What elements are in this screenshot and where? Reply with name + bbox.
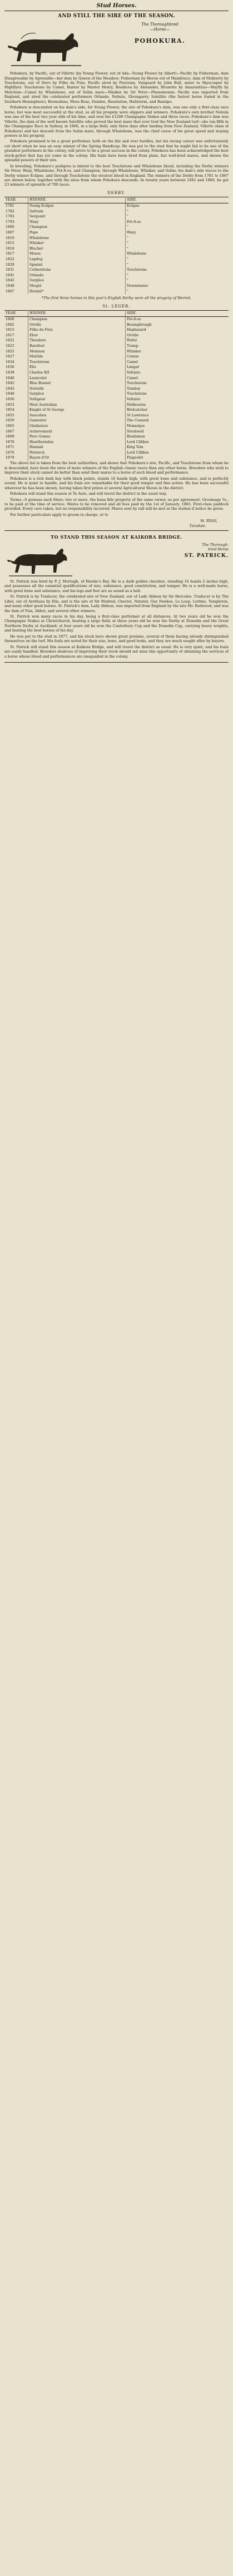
cell-winner: Blue Bonnet	[28, 381, 126, 386]
advert-paragraph: Pohokura will stand this season at Te Aute, and will travel the district in the usual way.	[10, 491, 167, 496]
intro-line-1: The Thoroughbred	[141, 22, 179, 27]
advert-intro	[80, 543, 229, 579]
table-row	[4, 450, 229, 456]
horse-illustration	[4, 22, 88, 71]
col-year: YEAR.	[4, 311, 28, 317]
cell-year: 1840	[4, 376, 28, 381]
cell-year: 1834	[4, 360, 28, 365]
table-row	[4, 434, 229, 440]
advert-signature: M. RYAN,	[200, 519, 217, 524]
cell-sire: King Tom	[127, 445, 143, 450]
table-row	[4, 376, 229, 381]
cell-winner: Moses	[28, 252, 126, 257]
horse-name: POHOKURA.	[134, 37, 186, 44]
advert-terms: Terms—6 guineas each Mare; two or more, the bona fide property of the same owner, as per agreement. Groomage 5s., to be paid at the time of service. Mares to be removed and all fees paid by the 1st of January, 1883. First-class paddock provided. Every care taken, but no responsibility incurred. Mares sent by rail will be met at the station if notice be given.	[4, 497, 229, 511]
cell-winner: Saucebox	[28, 413, 126, 419]
cell-winner: Nutwith	[28, 386, 126, 392]
table-row	[4, 289, 229, 295]
cell-year: 1876	[4, 450, 28, 456]
cell-winner: Matilda	[28, 354, 126, 360]
cell-winner: Cotherstone	[28, 267, 126, 273]
cell-sire: "	[127, 209, 128, 213]
cell-year: 1815	[4, 328, 28, 334]
advert-paragraph: Pohokura, by Pacific, out of Villette (by Young Flower, out of Ada—Young Flower by Albert)—Pacific by Fisherman, dam Disagreeable by Agreeable—her dam by Queen of the Meadow; Fisherman by Heron out of Mainbrace, dam of Mulberry by Touchstone, out of Dove by Filho da Puta. Pacific sired by Peruvian, Vanguard by John Bull, sister to Skyscraper by Highflyer. Touchstone by Camel, Banter by Master Henry, Boadicea by Alexander, Brunette by Amaranthus—Mayfly by Matchem—Camel by Whalebone, out of Selim mare—Maiden by Sir Peter—Phenomenon. Pacific was imported from England, and sired the celebrated performers Orlando, Nebula, Gleongarry, Satellite (the fastest horse foaled in the Southern Hemisphere), Boomshine, Moss Rose, Dundee, Resolution, Hailstorm, and Banzipo.	[4, 71, 229, 104]
table-header-row	[4, 311, 229, 317]
cell-winner: Memnon	[28, 349, 126, 355]
table-row	[4, 246, 229, 252]
cell-year: 1825	[4, 349, 28, 355]
table-row	[4, 354, 229, 360]
advert-paragraph: St. Patrick will stand this season at Kaikora Bridge, and will travel the district as usual. He is very quiet, and his foals are easily handled. Breeders desirous of improving their stock should not miss this opportunity of obtaining the services of a horse whose blood and performances are unequalled in the colony.	[4, 644, 229, 659]
table-row	[4, 284, 229, 289]
table-row	[4, 413, 229, 419]
table-row	[4, 273, 229, 279]
intro-line-2: —Horse—	[150, 27, 170, 32]
cell-year: 1870	[4, 440, 28, 445]
leger-table	[4, 310, 229, 461]
table-row	[4, 397, 229, 402]
table-row	[4, 424, 229, 429]
table-row	[4, 225, 229, 231]
cell-year: 1823	[4, 344, 28, 349]
cell-sire: Tramp	[127, 344, 138, 348]
cell-sire: Beadsman	[127, 435, 145, 439]
col-winner: WINNER.	[28, 311, 126, 317]
cell-winner: Hermit*	[28, 289, 126, 295]
col-sire: SIRE.	[126, 197, 229, 203]
cell-sire: Stockwell	[127, 429, 144, 434]
table-row	[4, 392, 229, 397]
cell-year: 1829	[4, 262, 28, 268]
advert-paragraph: St. Patrick won many races in his day, being a first-class performer at all distances. At two years old he won the Champagne Stakes at Christchurch, beating a large field; at three years old he won the Derby at Dunedin and the Great Northern Derby at Auckland; at four years old he won the Canterbury Cup and the Dunedin Cup, carrying heavy weights, and beating the best horses of his day.	[4, 614, 229, 633]
cell-winner: Rayon d'Or	[28, 456, 126, 461]
cell-sire: Lord Clifden	[127, 450, 149, 455]
table-row	[4, 429, 229, 435]
table-row	[4, 370, 229, 376]
table-row	[4, 349, 229, 355]
cell-winner: Orville	[28, 322, 126, 328]
table-row	[4, 267, 229, 273]
cell-year: 1842	[4, 381, 28, 386]
cell-sire: Orville	[127, 333, 139, 337]
derby-title: DERBY.	[107, 190, 126, 195]
table-row	[4, 333, 229, 339]
table-row	[4, 209, 229, 215]
advert-paragraph: In breeding, Pohokura's pedigree is inbred to the best Touchstone and Whalebone blood, including the Derby winners Sir Peter, Waxy, Whalebone, Pot-8-os, and Champion, through Whalebone, Whisker, and Selim; his dam's side traces to the Derby winner Eclipse, and through Touchstone the stoutest blood in England. The winners of the Derby from 1781 to 1867 are shown below, together with the sires from whom Pohokura descends. In twenty years between 1841 and 1860, he got 23 winners of upwards of 700 races.	[4, 163, 229, 187]
cell-sire: Woful	[127, 339, 137, 343]
cell-sire: Voltaire	[127, 370, 141, 375]
table-row	[4, 279, 229, 284]
cell-sire: Waxy	[127, 231, 136, 235]
cell-year: 1841	[4, 273, 28, 279]
table-row	[4, 262, 229, 268]
cell-winner: Young Eclipse	[28, 203, 126, 209]
table-row	[4, 365, 229, 371]
cell-winner: Ebor	[28, 333, 126, 339]
cell-year: 1836	[4, 365, 28, 371]
cell-sire: "	[127, 289, 128, 294]
cell-winner: West Australian	[28, 402, 126, 408]
cell-sire: Camel	[127, 376, 138, 380]
table-row	[4, 236, 229, 241]
table-row	[4, 440, 229, 445]
cell-sire: "	[127, 246, 128, 251]
cell-winner: Launcelot	[28, 376, 126, 381]
cell-sire: Pot-8-os	[127, 317, 141, 322]
table-row	[4, 445, 229, 451]
cell-sire: "	[127, 279, 128, 283]
cell-sire: Touchstone	[127, 381, 147, 386]
intro-line-2: bred Horse	[208, 547, 229, 552]
advert-headline: TO STAND THIS SEASON AT KAIKORA BRIDGE.	[51, 534, 182, 540]
advert-further: For further particulars apply to groom in charge, or to	[10, 512, 108, 517]
cell-winner: Hawthornden	[28, 440, 126, 445]
cell-sire: Birdcatcher	[127, 408, 148, 412]
cell-sire: Beningbrough	[127, 322, 152, 327]
leger-title: St. LEGER.	[102, 304, 131, 309]
cell-sire: Voltaire	[127, 397, 141, 401]
cell-winner: Filho da Puta	[28, 328, 126, 334]
cell-sire: Camel	[127, 360, 138, 364]
cell-winner: Champion	[28, 225, 126, 231]
advert-hero	[4, 22, 229, 71]
cell-winner: Elis	[28, 365, 126, 371]
cell-winner: Surplice	[28, 392, 126, 397]
cell-sire: Pot-8-os	[127, 220, 141, 224]
cell-year: 1850	[4, 397, 28, 402]
table-row	[4, 215, 229, 220]
cell-winner: Lapdog	[28, 257, 126, 262]
table-row	[4, 381, 229, 386]
table-row	[4, 456, 229, 461]
advert-paragraph: He was put to the stud in 1877, and his stock have shown great promise, several of them having already distinguished themselves on the turf. His foals are noted for their size, bone, and good looks, and they are much sought after by buyers.	[4, 634, 229, 644]
cell-year: 1859	[4, 419, 28, 424]
cell-year: 1807	[4, 230, 28, 236]
table-row	[4, 241, 229, 247]
cell-winner: Knight of St George	[28, 407, 126, 413]
cell-winner: Spaniel	[28, 262, 126, 268]
table-row	[4, 252, 229, 257]
col-sire: SIRE.	[126, 311, 229, 317]
cell-winner: Sergeant	[28, 215, 126, 220]
cell-sire: Touchstone	[127, 268, 147, 272]
cell-year: 1867	[4, 429, 28, 435]
cell-year: 1871	[4, 445, 28, 451]
cell-year: 1815	[4, 241, 28, 247]
cell-winner: Charles XII	[28, 370, 126, 376]
cell-year: 1800	[4, 317, 28, 322]
cell-sire: "	[127, 241, 128, 246]
advert-signature-place: Taradale.	[189, 523, 206, 528]
cell-year: 1800	[4, 225, 28, 231]
advert-headline: AND STILL THE SIRE OF THE SEASON.	[58, 13, 175, 19]
table-row	[4, 344, 229, 349]
cell-winner: Pope	[28, 230, 126, 236]
cell-year: 1810	[4, 236, 28, 241]
cell-sire: Whalebone	[127, 252, 147, 256]
advert-paragraph: St. Patrick is by Traducer, the celebrated sire of New Zealand, out of Lady Abbess by Sir Hercules. Traducer is by The Libel, out of Arethusa by Elis, and is the sire of Sir Modred, Cheviot, Natator, Guy Fawkes, Le Loup, Lurline, Templeton, and many other good horses. St. Patrick's dam, Lady Abbess, was imported from England by the late Mr. Redwood, and was the dam of Nun, Abbot, and several other winners.	[4, 594, 229, 613]
advert-intro	[91, 22, 229, 45]
table-header-row	[4, 197, 229, 203]
cell-year: 1853	[4, 402, 28, 408]
cell-winner: Barefoot	[28, 344, 126, 349]
cell-sire: Whisker	[127, 349, 141, 354]
cell-year: 1848	[4, 392, 28, 397]
cell-year: 1848	[4, 284, 28, 289]
table-row	[4, 407, 229, 413]
cell-year: 1867	[4, 289, 28, 295]
table-row	[4, 339, 229, 344]
cell-winner: Gamester	[28, 419, 126, 424]
table-row	[4, 386, 229, 392]
table-row	[4, 230, 229, 236]
cell-year: 1865	[4, 424, 28, 429]
cell-winner: Petrarch	[28, 450, 126, 456]
advert-paragraph: Pohokura is descended on his dam's side, for Young Flower, the sire of Pohokura's dam, was one only a first-class race horse, but was most successful at the stud, as all his progeny were slippers and winners. Pohokura's own brother Nebula was one of the best two year olds of his time, and won the £1200 Champagne Stakes and three races. Pohokura's dam was Villette, the dam of the well known Satellite who proved the best mare that ever trod the New Zealand turf—she ran fifth in the Champagne Race in Sydney, in 1860, in a large field, only three days after landing from New Zealand, Villette (dam of Pohokura) and her descent from the Selim mare, through Whalebone, was the chief cause of his great speed and staying powers in his progeny.	[4, 105, 229, 138]
divider	[4, 662, 229, 663]
cell-year: 1843	[4, 386, 28, 392]
horse-illustration	[4, 543, 77, 579]
table-row	[4, 360, 229, 365]
table-row	[4, 220, 229, 225]
leger-rows	[4, 317, 229, 461]
cell-sire: Langar	[127, 365, 140, 370]
cell-year: 1839	[4, 370, 28, 376]
advert-st-patrick	[4, 534, 229, 659]
cell-sire: "	[127, 225, 128, 230]
cell-year: 1822	[4, 257, 28, 262]
intro-line-1: The Thorough-	[202, 542, 229, 547]
advert-paragraph: Pohokura is a rich dark bay with black points, stands 16 hands high, with great bone and substance, and is perfectly sound. He is quiet to handle, and his foals are remarkable for their good temper and fine action. He has been successful wherever he has been shown, having taken first prizes at several Agricultural Shows in the district.	[4, 476, 229, 490]
cell-sire: St Lawrence	[127, 413, 149, 417]
cell-sire: "	[127, 215, 128, 219]
cell-winner: Whalebone	[28, 236, 126, 241]
cell-winner: Orlando	[28, 273, 126, 279]
table-row	[4, 419, 229, 424]
cell-sire: Comus	[127, 355, 139, 359]
cell-winner: Achievement	[28, 429, 126, 435]
cell-sire: Touchstone	[127, 392, 147, 396]
horse-name: ST. PATRICK.	[184, 553, 229, 559]
cell-sire: "	[127, 262, 128, 267]
cell-sire: "	[127, 236, 128, 240]
table-row	[4, 203, 229, 209]
table-row	[4, 328, 229, 334]
cell-winner: Waxy	[28, 220, 126, 225]
advert-hero	[4, 543, 229, 579]
derby-footnote: *The first three horses in this year's English Derby were all the progeny of Hermit.	[41, 296, 192, 301]
cell-winner: Theodore	[28, 339, 126, 344]
cell-year: 1842	[4, 279, 28, 284]
cell-sire: Melbourne	[127, 402, 146, 407]
cell-year: 1854	[4, 407, 28, 413]
table-row	[4, 257, 229, 262]
cell-sire: Monarque	[127, 424, 145, 428]
col-winner: WINNER.	[28, 197, 126, 203]
col-year: YEAR.	[4, 197, 28, 203]
cell-winner: Blucher	[28, 246, 126, 252]
table-row	[4, 317, 229, 322]
divider	[4, 530, 229, 531]
cell-year: 1822	[4, 339, 28, 344]
cell-winner: Musjid	[28, 284, 126, 289]
cell-year: 1802	[4, 322, 28, 328]
cell-sire: "	[127, 257, 128, 261]
cell-year: 1869	[4, 434, 28, 440]
cell-year: 1781	[4, 203, 28, 209]
cell-year: 1827	[4, 354, 28, 360]
cell-year: 1783	[4, 215, 28, 220]
cell-winner: Whisker	[28, 241, 126, 247]
cell-winner: Pero Gomez	[28, 434, 126, 440]
cell-sire: Haphazard	[127, 328, 146, 332]
cell-winner: Champion	[28, 317, 126, 322]
cell-winner: Saltram	[28, 209, 126, 215]
cell-winner: Gladiateur	[28, 424, 126, 429]
cell-sire: Lord Clifden	[127, 440, 149, 444]
derby-table	[4, 197, 229, 294]
masthead: Stud Horses.	[4, 2, 229, 11]
table-row	[4, 322, 229, 328]
cell-sire: Flageolet	[127, 456, 143, 460]
cell-year: 1793	[4, 220, 28, 225]
cell-sire: Newminster	[127, 284, 148, 288]
cell-sire: Eclipse	[127, 204, 140, 208]
cell-winner: Hannah	[28, 445, 126, 451]
advert-pohokura	[4, 13, 229, 528]
cell-sire: The Cossack	[127, 419, 149, 423]
table-row	[4, 402, 229, 408]
cell-sire: "	[127, 273, 128, 277]
advert-paragraph: The above list is taken from the best authorities, and shows that Pohokura's sire, Pacific, and Touchstone from whom he is descended, have been the sires of more winners of the English classic races than any other horse. Breeders who wish to improve their stock cannot do better than send their mares to a horse of such blood and performance.	[4, 461, 229, 475]
derby-rows	[4, 203, 229, 295]
cell-winner: Voltigeur	[28, 397, 126, 402]
cell-year: 1816	[4, 246, 28, 252]
cell-year: 1782	[4, 209, 28, 215]
cell-year: 1817	[4, 252, 28, 257]
cell-year: 1817	[4, 333, 28, 339]
cell-year: 1879	[4, 456, 28, 461]
cell-sire: Tomboy	[127, 386, 141, 391]
cell-year: 1831	[4, 267, 28, 273]
advert-paragraph: Pohokura promised to be a great performer, both on the flat and over hurdles, but his racing career was unfortunately cut short when he was an easy winner of the Spring Handicap. He was put to the stud that he might fail to be one of the grandest performers in the colony, will prove to be a great success in the colony. Pohokura has been acknowledged the best stock-getter that has yet come in the colony. His foals have been bred from plain, but well-bred mares, and shown the splendid powers of their sire.	[4, 139, 229, 163]
cell-year: 1855	[4, 413, 28, 419]
cell-winner: Touchstone	[28, 360, 126, 365]
advert-paragraph: St. Patrick was bred by P. J. Murtagh, of Hawke's Bay. He is a dark golden chestnut, standing 16 hands 2 inches high, and possesses all the essential qualifications of size, substance, good constitution, and temper. He is a well-made horse, with great bone and substance, and his legs and feet are as sound as a bell.	[4, 579, 229, 593]
cell-winner: Surplice	[28, 279, 126, 284]
